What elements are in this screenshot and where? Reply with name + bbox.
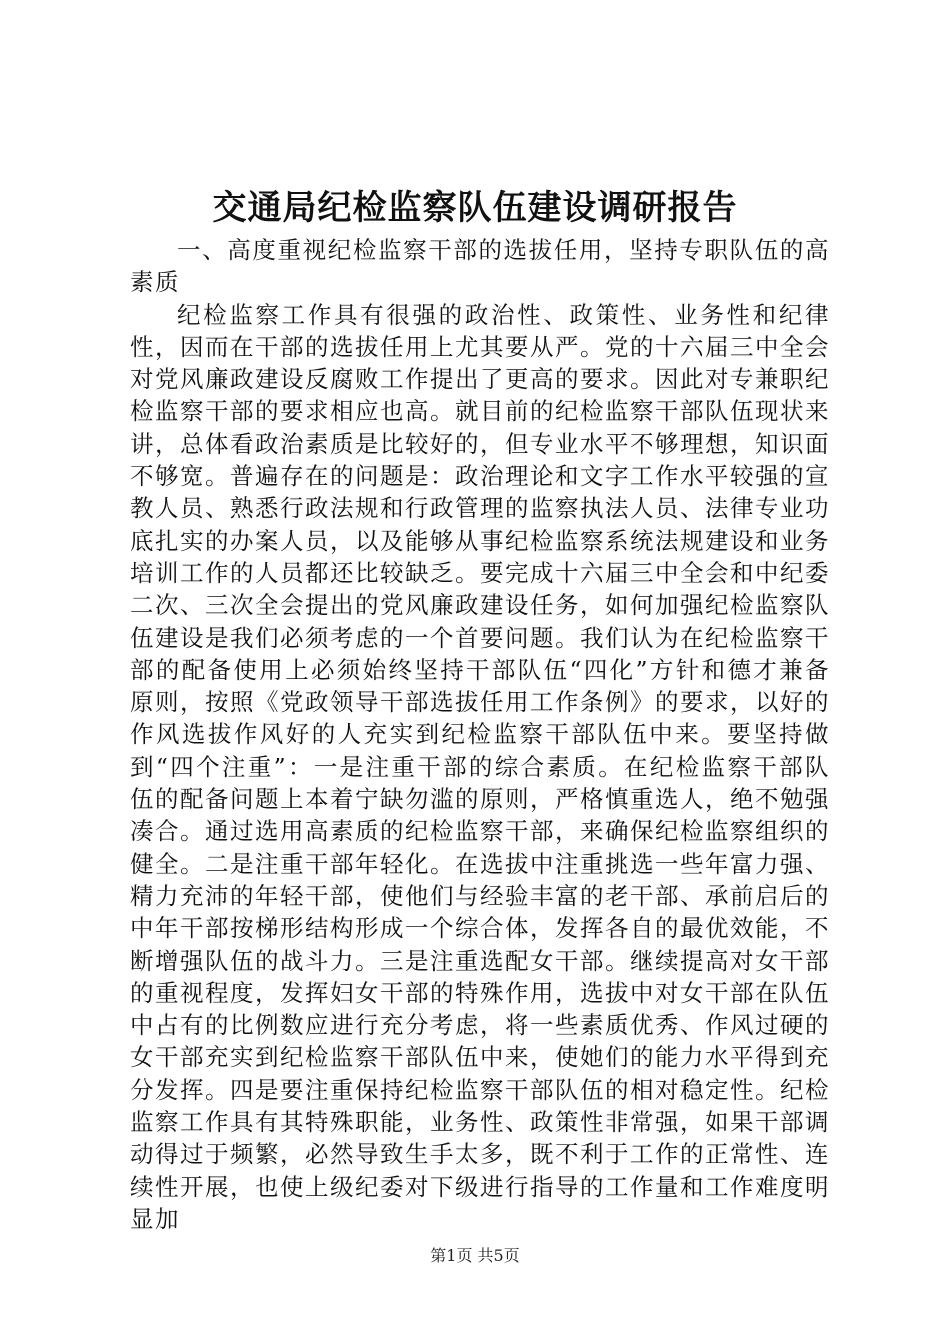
- document-body: [130, 234, 830, 1235]
- page-number-footer: 第1页 共5页: [430, 1246, 520, 1265]
- document-title: 交通局纪检监察队伍建设调研报告: [212, 188, 738, 228]
- section-heading: 一、高度重视纪检监察干部的选拔任用，坚持专职队伍的高素质: [130, 236, 830, 297]
- body-paragraph: 纪检监察工作具有很强的政治性、政策性、业务性和纪律性，因而在干部的选拔任用上尤其要从严。党的十六届三中全会对党风廉政建设反腐败工作提出了更高的要求。因此对专兼职纪检监察干部的要求相应也高。就目前的纪检监察干部队伍现状来讲，总体看政治素质是比较好的，但专业水平不够理想，知识面不够宽。普遍存在的问题是：政治理论和文字工作水平较强的宣教人员、熟悉行政法规和行政管理的监察执法人员、法律专业功底扎实的办案人员，以及能够从事纪检监察系统法规建设和业务培训工作的人员都还比较缺乏。要完成十六届三中全会和中纪委二次、三次全会提出的党风廉政建设任务，如何加强纪检监察队伍建设是我们必须考虑的一个首要问题。我们认为在纪检监察干部的配备使用上必须始终坚持干部队伍“四化”方针和德才兼备原则，按照《党政领导干部选拔任用工作条例》的要求，以好的作风选拔作风好的人充实到纪检监察干部队伍中来。要坚持做到“四个注重”：一是注重干部的综合素质。在纪检监察干部队伍的配备问题上本着宁缺勿滥的原则，严格慎重选人，绝不勉强凑合。通过选用高素质的纪检监察干部，来确保纪检监察组织的健全。二是注重干部年轻化。在选拔中注重挑选一些年富力强、精力充沛的年轻干部，使他们与经验丰富的老干部、承前启后的中年干部按梯形结构形成一个综合体，发挥各自的最优效能，不断增强队伍的战斗力。三是注重选配女干部。继续提高对女干部的重视程度，发挥妇女干部的特殊作用，选拔中对女干部在队伍中占有的比例数应进行充分考虑，将一些素质优秀、作风过硬的女干部充实到纪检监察干部队伍中来，使她们的能力水平得到充分发挥。四是要注重保持纪检监察干部队伍的相对稳定性。纪检监察工作具有其特殊职能，业务性、政策性非常强，如果干部调动得过于频繁，必然导致生手太多，既不利于工作的正常性、连续性开展，也使上级纪委对下级进行指导的工作量和工作难度明显加: [130, 300, 830, 1233]
